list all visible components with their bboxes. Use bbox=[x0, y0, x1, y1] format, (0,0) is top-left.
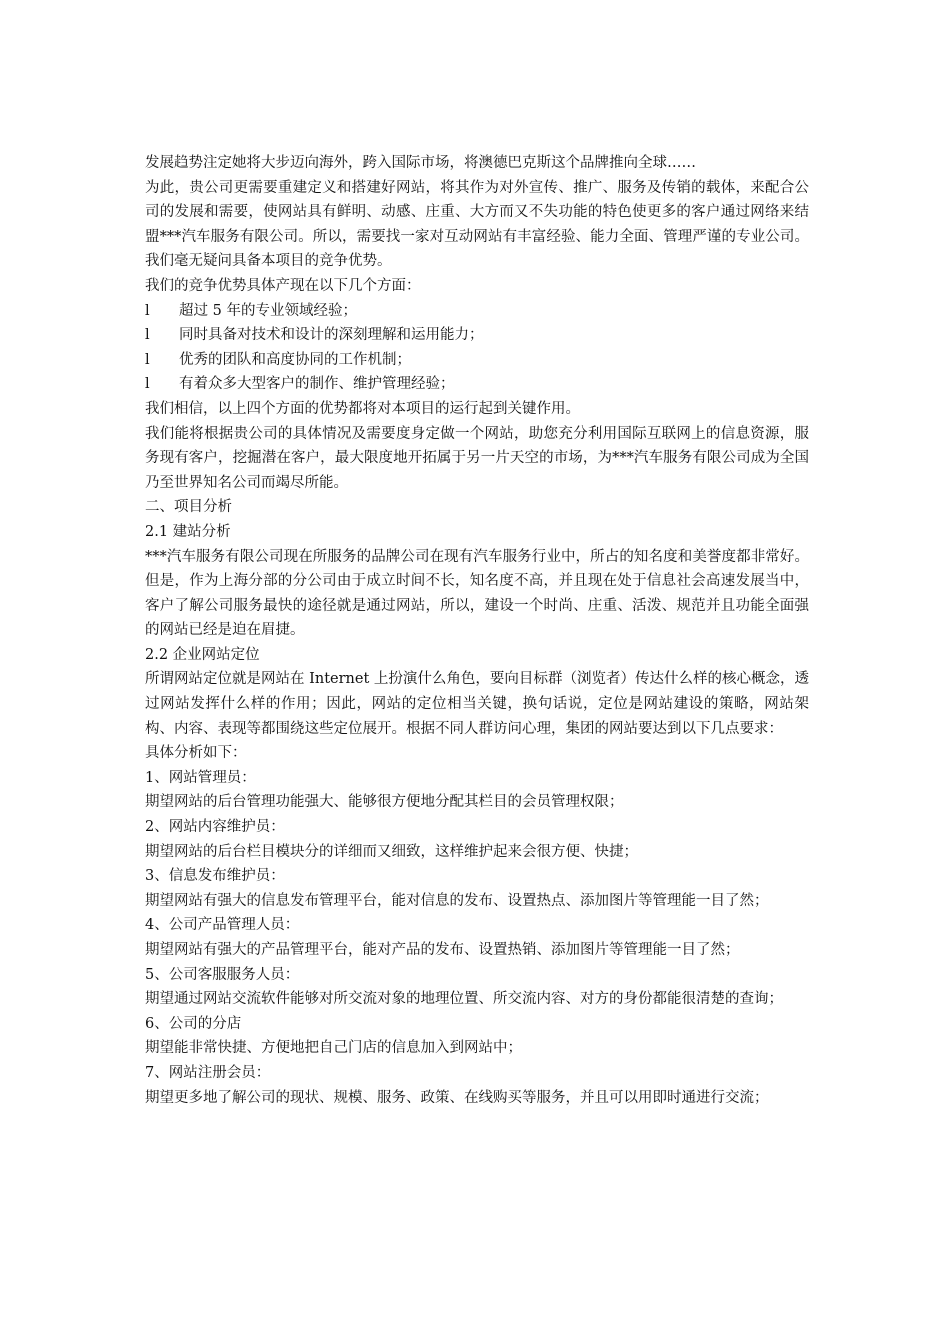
bullet-mark: l bbox=[145, 327, 150, 344]
intro-line: 发展趋势注定她将大步迈向海外，跨入国际市场，将澳德巴克斯这个品牌推向全球…… bbox=[145, 155, 696, 171]
role-heading-4: 4、公司产品管理人员： bbox=[145, 917, 300, 934]
role-heading-2: 2、网站内容维护员： bbox=[145, 819, 285, 836]
bullet-text: 超过 5 年的专业领域经验； bbox=[179, 302, 357, 319]
role-heading-5: 5、公司客服服务人员： bbox=[145, 966, 300, 983]
bullet-item bbox=[145, 299, 809, 324]
role-heading-7: 7、网站注册会员： bbox=[145, 1064, 271, 1081]
intro-paragraph: 为此，贵公司更需要重建定义和搭建好网站，将其作为对外宣传、推广、服务及传销的载体，来配合公司的发展和需要，使网站具有鲜明、动感、庄重、大方而又不失功能的特色使更多的客户通过网络来结盟***汽车服务有限公司。所以，需要找一家对互动网站有丰富经验、能力全面、管理严谨的专业公司。我们毫无疑问具备本项目的竞争优势。 bbox=[145, 179, 809, 270]
site-analysis-paragraph: ***汽车服务有限公司现在所服务的品牌公司在现有汽车服务行业中，所占的知名度和美誉度都非常好。但是，作为上海分部的分公司由于成立时间不长，知名度不高，并且现在处于信息社会高速发展当中，客户了解公司服务最快的途径就是通过网站，所以，建设一个时尚、庄重、活泼、规范并且功能全面强的网站已经是迫在眉捷。 bbox=[145, 548, 809, 639]
role-heading-3: 3、信息发布维护员： bbox=[145, 868, 285, 885]
bullet-mark: l bbox=[145, 302, 150, 319]
role-desc-5: 期望通过网站交流软件能够对所交流对象的地理位置、所交流内容、对方的身份都能很清楚的查询； bbox=[145, 991, 783, 1008]
bullet-mark: l bbox=[145, 376, 150, 393]
bullet-text: 同时具备对技术和设计的深刻理解和运用能力； bbox=[179, 327, 484, 344]
document-page bbox=[145, 151, 809, 1110]
subsection-heading-2-1: 2.1 建站分析 bbox=[145, 523, 231, 540]
belief-paragraph: 我们相信，以上四个方面的优势都将对本项目的运行起到关键作用。 bbox=[145, 400, 580, 417]
custom-site-paragraph: 我们能将根据贵公司的具体情况及需要度身定做一个网站，助您充分利用国际互联网上的信息资源，服务现有客户，挖掘潜在客户，最大限度地开拓属于另一片天空的市场，为***汽车服务有限公司成为全国乃至世界知名公司而竭尽所能。 bbox=[145, 425, 809, 491]
role-desc-1: 期望网站的后台管理功能强大、能够很方便地分配其栏目的会员管理权限； bbox=[145, 794, 624, 811]
role-desc-6: 期望能非常快捷、方便地把自己门店的信息加入到网站中； bbox=[145, 1040, 522, 1057]
bullet-mark: l bbox=[145, 351, 150, 368]
role-heading-6: 6、公司的分店 bbox=[145, 1015, 242, 1032]
positioning-paragraph: 所谓网站定位就是网站在 Internet 上扮演什么角色，要向目标群（浏览者）传达什么样的核心概念，透过网站发挥什么样的作用；因此，网站的定位相当关键，换句话说，定位是网站建设的策略，网站架构、内容、表现等都围绕这些定位展开。根据不同人群访问心理，集团的网站要达到以下几点要求： bbox=[145, 671, 809, 737]
section-heading-project-analysis: 二、项目分析 bbox=[145, 499, 232, 516]
analysis-lead: 具体分析如下： bbox=[145, 745, 247, 762]
bullet-item bbox=[145, 348, 809, 373]
role-desc-2: 期望网站的后台栏目模块分的详细而又细致，这样维护起来会很方便、快捷； bbox=[145, 843, 638, 860]
bullet-item bbox=[145, 372, 809, 397]
role-desc-7: 期望更多地了解公司的现状、规模、服务、政策、在线购买等服务，并且可以用即时通进行交流； bbox=[145, 1089, 769, 1106]
role-desc-4: 期望网站有强大的产品管理平台，能对产品的发布、设置热销、添加图片等管理能一目了然； bbox=[145, 942, 740, 958]
role-desc-3: 期望网站有强大的信息发布管理平台，能对信息的发布、设置热点、添加图片等管理能一目了然； bbox=[145, 892, 769, 909]
role-heading-1: 1、网站管理员： bbox=[145, 769, 256, 786]
bullet-text: 有着众多大型客户的制作、维护管理经验； bbox=[179, 376, 455, 393]
bullet-text: 优秀的团队和高度协同的工作机制； bbox=[179, 351, 411, 368]
bullet-item bbox=[145, 323, 809, 348]
subsection-heading-2-2: 2.2 企业网站定位 bbox=[145, 646, 260, 663]
advantages-lead: 我们的竞争优势具体产现在以下几个方面： bbox=[145, 277, 421, 294]
